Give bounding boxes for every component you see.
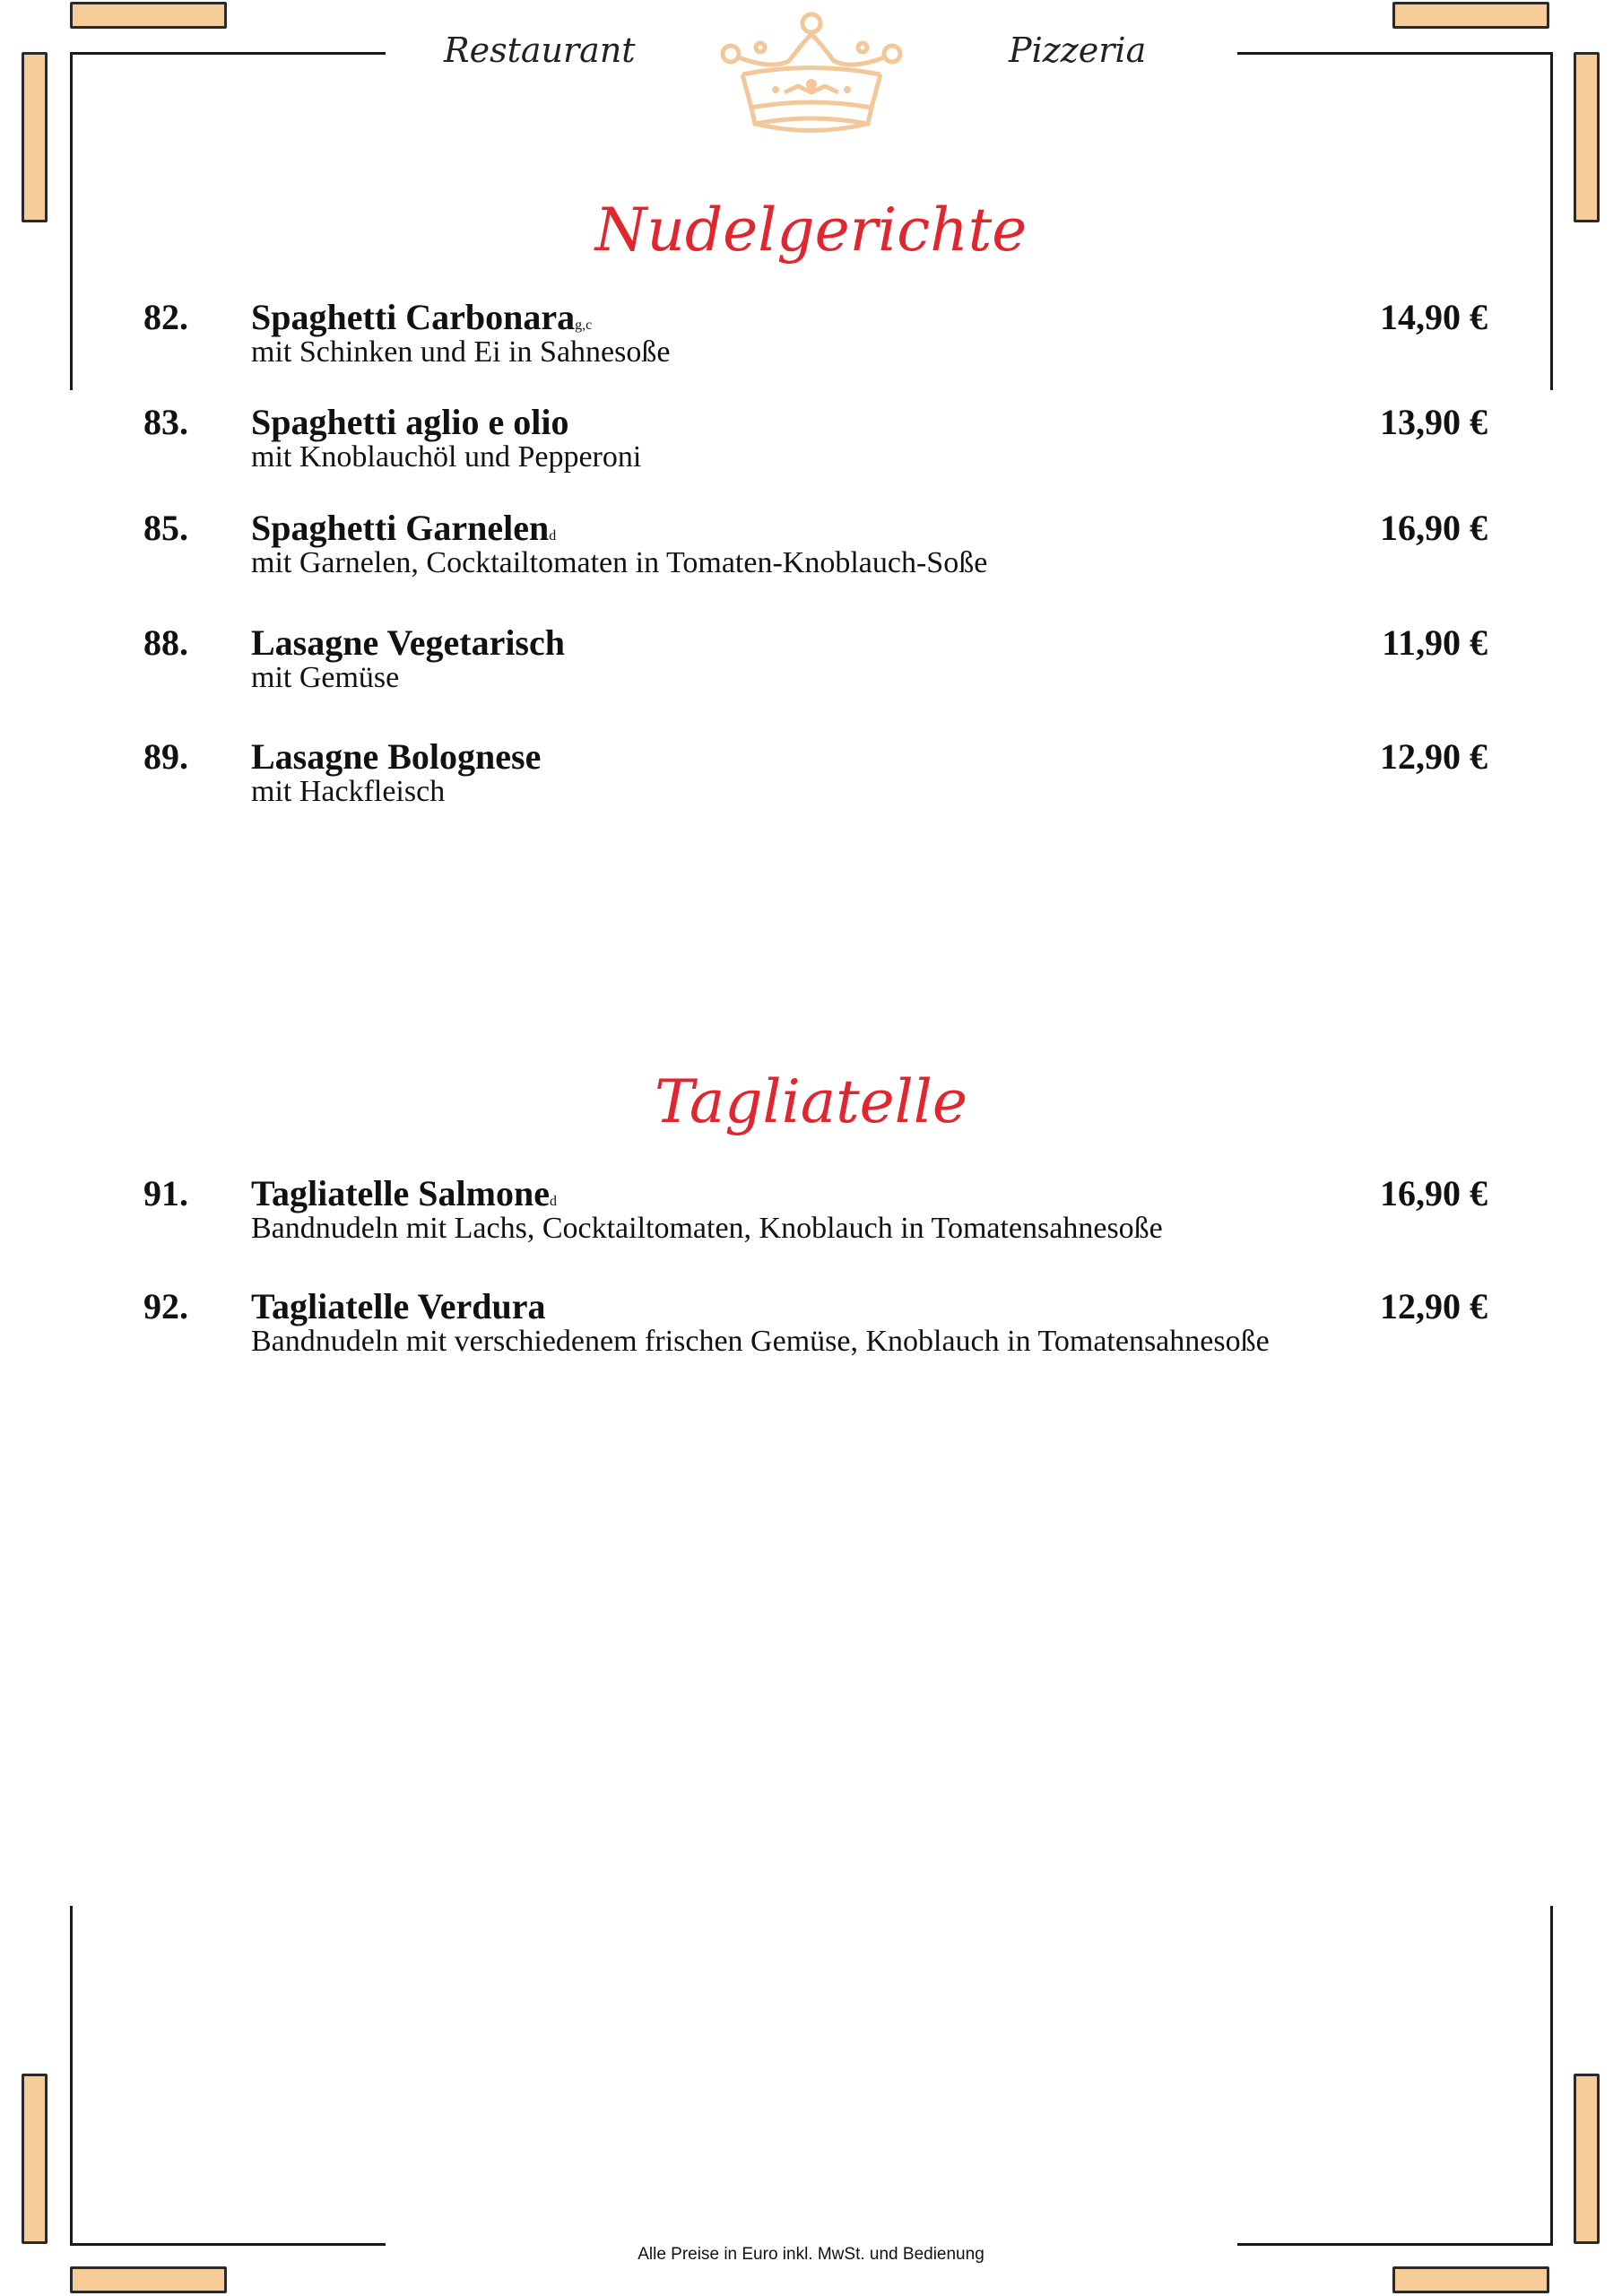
item-number: 92.: [143, 1286, 188, 1326]
frame-line-left-lower: [70, 1906, 73, 2246]
item-price: 13,90 €: [1380, 402, 1488, 442]
item-allergens: d: [549, 1194, 557, 1209]
item-number: 85.: [143, 508, 188, 548]
menu-item: [0, 622, 1622, 702]
header-restaurant: Restaurant: [444, 30, 636, 70]
frame-line-top-left: [70, 52, 386, 55]
section-title-tagliatelle: Tagliatelle: [655, 1067, 967, 1136]
item-name: Spaghetti Carbonarag,c: [251, 297, 593, 337]
item-price: 11,90 €: [1382, 622, 1488, 663]
item-description: Bandnudeln mit Lachs, Cocktailtomaten, Knoblauch in Tomatensahnesoße: [251, 1212, 1163, 1245]
crown-icon: [699, 7, 924, 142]
item-price: 16,90 €: [1380, 1173, 1488, 1213]
item-name: Spaghetti Garnelend: [251, 508, 557, 548]
item-number: 89.: [143, 736, 188, 777]
frame-post-bottom-left: [22, 2074, 48, 2244]
frame-bar-bottom-left: [70, 2266, 227, 2293]
frame-bar-top-left: [70, 2, 227, 29]
menu-item: [0, 507, 1622, 587]
item-price: 14,90 €: [1380, 297, 1488, 337]
item-price: 12,90 €: [1380, 1286, 1488, 1326]
menu-item: [0, 296, 1622, 377]
item-allergens: g,c: [575, 317, 593, 333]
item-name: Tagliatelle Verdura: [251, 1286, 546, 1326]
item-name: Spaghetti aglio e olio: [251, 402, 569, 442]
item-description: mit Gemüse: [251, 661, 400, 694]
item-number: 91.: [143, 1173, 188, 1213]
menu-item: [0, 401, 1622, 482]
menu-item: [0, 1172, 1622, 1253]
item-name: Tagliatelle Salmoned: [251, 1173, 557, 1213]
item-number: 83.: [143, 402, 188, 442]
frame-line-right-lower: [1550, 1906, 1553, 2246]
item-description: mit Garnelen, Cocktailtomaten in Tomaten-Knoblauch-Soße: [251, 546, 988, 579]
item-description: mit Hackfleisch: [251, 775, 446, 808]
item-number: 88.: [143, 622, 188, 663]
item-number: 82.: [143, 297, 188, 337]
item-description: Bandnudeln mit verschiedenem frischen Gemüse, Knoblauch in Tomatensahnesoße: [251, 1325, 1270, 1358]
frame-bar-bottom-right: [1392, 2266, 1549, 2293]
item-description: mit Knoblauchöl und Pepperoni: [251, 440, 642, 474]
item-price: 16,90 €: [1380, 508, 1488, 548]
menu-item: [0, 1285, 1622, 1366]
menu-item: [0, 735, 1622, 816]
footer-note: Alle Preise in Euro inkl. MwSt. und Bedienung: [638, 2245, 984, 2264]
frame-post-bottom-right: [1574, 2074, 1600, 2244]
item-name: Lasagne Vegetarisch: [251, 622, 565, 663]
item-price: 12,90 €: [1380, 736, 1488, 777]
section-title-nudelgerichte: Nudelgerichte: [594, 196, 1028, 265]
frame-bar-top-right: [1392, 2, 1549, 29]
frame-line-top-right: [1237, 52, 1553, 55]
item-name: Lasagne Bolognese: [251, 736, 542, 777]
header-pizzeria: Pizzeria: [1009, 30, 1147, 70]
item-description: mit Schinken und Ei in Sahnesoße: [251, 335, 671, 369]
item-allergens: d: [549, 528, 557, 544]
